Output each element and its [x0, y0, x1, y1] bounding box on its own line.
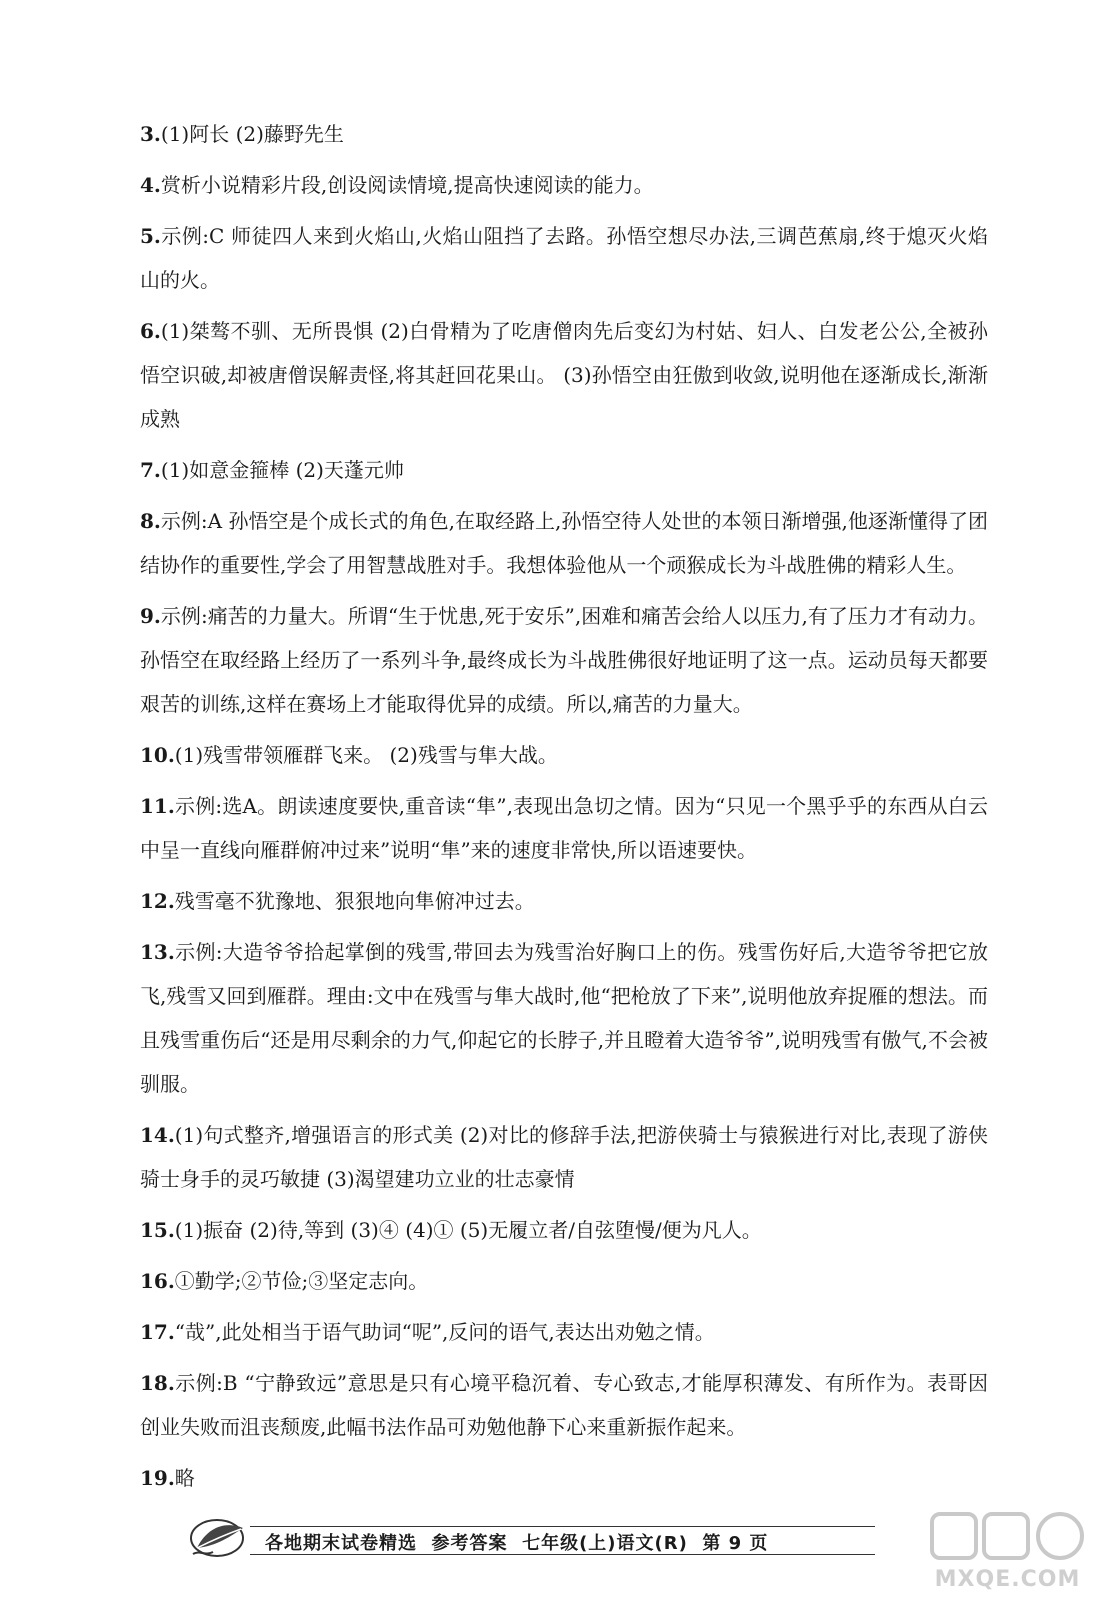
- answer-item: [140, 214, 988, 302]
- answer-text: 赏析小说精彩片段,创设阅读情境,提高快速阅读的能力。: [160, 173, 654, 197]
- answer-item: [140, 1259, 988, 1303]
- answer-text: 略: [174, 1466, 195, 1490]
- answer-item: [140, 784, 988, 872]
- answer-item: [140, 1208, 988, 1252]
- answer-item: [140, 309, 988, 441]
- answer-number: 5.: [140, 224, 161, 248]
- answer-item: [140, 1113, 988, 1201]
- answer-number: 10.: [140, 743, 175, 767]
- answer-text: (1)桀骜不驯、无所畏惧 (2)白骨精为了吃唐僧肉先后变幻为村姑、妇人、白发老公公,全被孙悟空识破,却被唐僧误解责怪,将其赶回花果山。 (3)孙悟空由狂傲到收敛,说明他在逐渐成长,渐渐成熟: [140, 319, 988, 431]
- answer-text: (1)振奋 (2)待,等到 (3)④ (4)① (5)无履立者/自弦堕慢/便为凡人。: [174, 1218, 762, 1242]
- answer-number: 19.: [140, 1466, 175, 1490]
- watermark-text: MXQE.COM: [934, 1567, 1081, 1592]
- answer-number: 9.: [140, 604, 161, 628]
- answer-number: 16.: [140, 1269, 175, 1293]
- answer-number: 8.: [140, 509, 161, 533]
- answer-item: [140, 112, 988, 156]
- answer-number: 13.: [140, 940, 175, 964]
- answer-text: 示例:选A。朗读速度要快,重音读“隼”,表现出急切之情。因为“只见一个黑乎乎的东西从白云中呈一直线向雁群俯冲过来”说明“隼”来的速度非常快,所以语速要快。: [140, 794, 988, 862]
- page-footer: [175, 1518, 875, 1558]
- watermark: [920, 1508, 1095, 1596]
- watermark-logo-icon: [920, 1508, 1095, 1568]
- answer-text: ①勤学;②节俭;③坚定志向。: [174, 1269, 429, 1293]
- answer-number: 15.: [140, 1218, 175, 1242]
- footer-text: 各地期末试卷精选 参考答案 七年级(上)语文(R) 第 9 页: [265, 1533, 769, 1554]
- answer-item: [140, 1361, 988, 1449]
- answer-item: [140, 879, 988, 923]
- answer-item: [140, 499, 988, 587]
- answer-text: 残雪毫不犹豫地、狠狠地向隼俯冲过去。: [174, 889, 535, 913]
- answer-item: [140, 1456, 988, 1500]
- answer-text: 示例:A 孙悟空是个成长式的角色,在取经路上,孙悟空待人处世的本领日渐增强,他逐渐懂得了团结协作的重要性,学会了用智慧战胜对手。我想体验他从一个顽猴成长为斗战胜佛的精彩人生。: [140, 509, 988, 577]
- answer-item: [140, 1310, 988, 1354]
- answer-item: [140, 930, 988, 1106]
- leaf-logo-icon: [183, 1514, 253, 1562]
- answer-number: 12.: [140, 889, 175, 913]
- answer-item: [140, 448, 988, 492]
- answer-number: 14.: [140, 1123, 175, 1147]
- answer-item: [140, 733, 988, 777]
- answer-text: (1)阿长 (2)藤野先生: [160, 122, 344, 146]
- answer-text: 示例:痛苦的力量大。所谓“生于忧患,死于安乐”,困难和痛苦会给人以压力,有了压力才有动力。孙悟空在取经路上经历了一系列斗争,最终成长为斗战胜佛很好地证明了这一点。运动员每天都要艰苦的训练,这样在赛场上才能取得优异的成绩。所以,痛苦的力量大。: [140, 604, 988, 716]
- answer-number: 6.: [140, 319, 161, 343]
- answer-text: “哉”,此处相当于语气助词“呢”,反问的语气,表达出劝勉之情。: [174, 1320, 715, 1344]
- answer-text: (1)残雪带领雁群飞来。 (2)残雪与隼大战。: [174, 743, 558, 767]
- answer-item: [140, 163, 988, 207]
- answer-number: 4.: [140, 173, 161, 197]
- answer-item: [140, 594, 988, 726]
- answer-text: (1)句式整齐,增强语言的形式美 (2)对比的修辞手法,把游侠骑士与猿猴进行对比,表现了游侠骑士身手的灵巧敏捷 (3)渴望建功立业的壮志豪情: [140, 1123, 988, 1191]
- answer-number: 18.: [140, 1371, 175, 1395]
- answer-number: 17.: [140, 1320, 175, 1344]
- answer-text: 示例:C 师徒四人来到火焰山,火焰山阻挡了去路。孙悟空想尽办法,三调芭蕉扇,终于熄灭火焰山的火。: [140, 224, 988, 292]
- answer-list: [140, 112, 988, 1507]
- footer-top-rule: [250, 1526, 875, 1527]
- answer-number: 7.: [140, 458, 161, 482]
- answer-number: 3.: [140, 122, 161, 146]
- answer-text: 示例:B “宁静致远”意思是只有心境平稳沉着、专心致志,才能厚积薄发、有所作为。表哥因创业失败而沮丧颓废,此幅书法作品可劝勉他静下心来重新振作起来。: [140, 1371, 988, 1439]
- answer-text: 示例:大造爷爷拾起掌倒的残雪,带回去为残雪治好胸口上的伤。残雪伤好后,大造爷爷把它放飞,残雪又回到雁群。理由:文中在残雪与隼大战时,他“把枪放了下来”,说明他放弃捉雁的想法。而且残雪重伤后“还是用尽剩余的力气,仰起它的长脖子,并且瞪着大造爷爷”,说明残雪有傲气,不会被驯服。: [140, 940, 988, 1096]
- answer-number: 11.: [140, 794, 175, 818]
- answer-text: (1)如意金箍棒 (2)天蓬元帅: [160, 458, 404, 482]
